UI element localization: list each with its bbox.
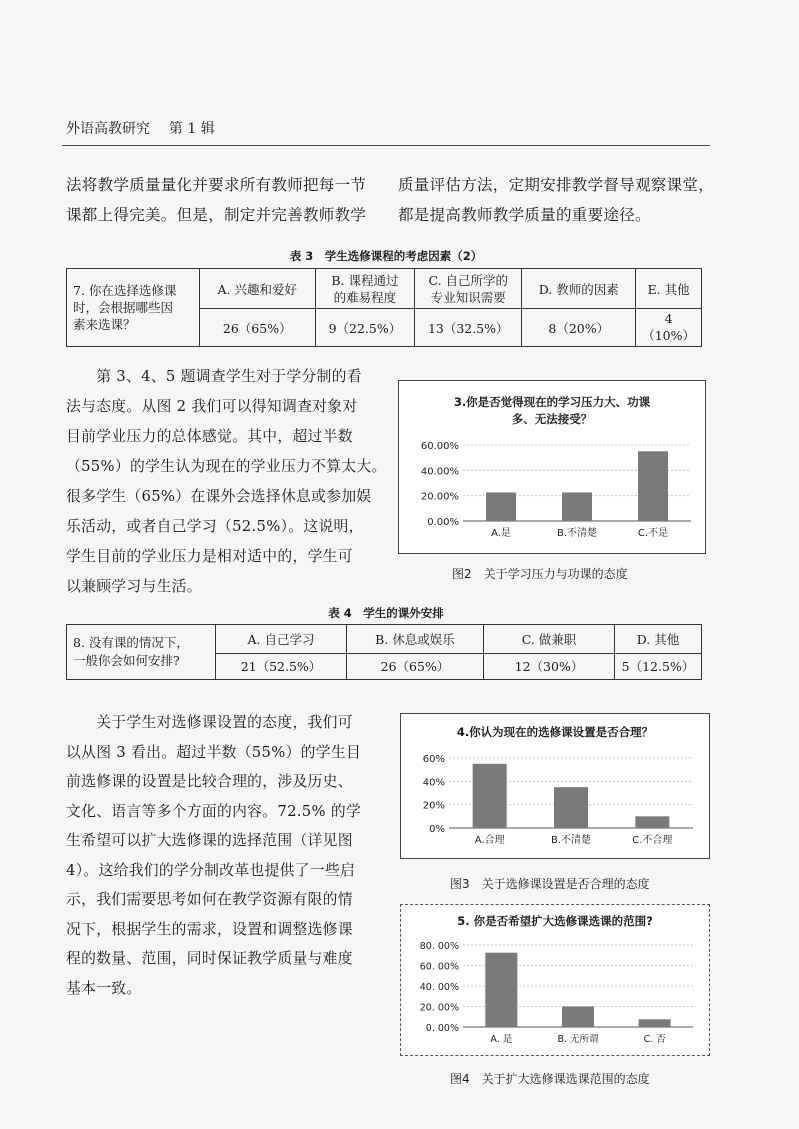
text-line: 文化、语言等多个方面的内容。72.5% 的学 <box>66 802 362 820</box>
text-line: 课都上得完美。但是，制定并完善教师教学 <box>66 206 367 224</box>
text-line: 关于学生对选修课设置的态度，我们可 <box>66 714 353 731</box>
y-tick-label: 40. 00% <box>419 982 459 993</box>
bar <box>485 953 517 1027</box>
table4 <box>66 624 702 680</box>
y-tick-label: 0.00% <box>427 517 459 528</box>
text-line: 前选修课的设置是比较合理的，涉及历史、 <box>66 773 353 790</box>
bar <box>562 1007 594 1028</box>
top-left-paragraph <box>66 170 366 230</box>
y-tick-label: 60.00% <box>420 441 459 452</box>
text-line: （55%）的学生认为现在的学业压力不算太大。 <box>66 458 387 475</box>
table-cell: B. 课程通过 的难易程度 <box>315 269 415 309</box>
text-line: 法与态度。从图 2 我们可以得知调查对象对 <box>66 398 358 415</box>
text-line: 质量评估方法，定期安排教学督导观察课堂， <box>398 176 715 194</box>
x-tick-label: C.不是 <box>637 528 669 539</box>
table-cell: 13（32.5%） <box>415 309 522 347</box>
table-cell: D. 其他 <box>615 625 702 654</box>
y-tick-label: 0% <box>429 824 445 835</box>
y-tick-label: 20. 00% <box>419 1002 459 1014</box>
table-cell: 5（12.5%） <box>615 653 702 679</box>
text-line: 时，会根据哪些因 <box>73 300 174 315</box>
figure-3-caption: 图3 关于选修课设置是否合理的态度 <box>450 877 650 891</box>
text-line: 示，我们需要思考如何在教学资源有限的情 <box>66 891 353 908</box>
table-cell: 12（30%） <box>484 653 615 679</box>
x-tick-label: C. 否 <box>643 1034 666 1045</box>
text-line: 学生目前的学业压力是相对适中的，学生可 <box>66 548 353 565</box>
text-line: 况下，根据学生的需求，设置和调整选修课 <box>66 920 353 938</box>
text-line: 一般你会如何安排? <box>73 653 180 668</box>
text-line: 基本一致。 <box>66 979 142 997</box>
table-row <box>67 625 702 654</box>
bar <box>562 493 592 522</box>
table-cell: 9（22.5%） <box>315 309 415 347</box>
text-line: 目前学业压力的总体感觉。其中，超过半数 <box>66 428 353 445</box>
chart-title: 3.你是否觉得现在的学习压力大、功课 多、无法接受？ <box>453 395 651 426</box>
table-row <box>67 269 702 309</box>
chart-title: 5. 你是否希望扩大选修课选课的范围? <box>457 914 653 928</box>
x-tick-label: C.不合理 <box>632 835 673 846</box>
x-tick-label: A.是 <box>491 528 511 539</box>
text-line: 乐活动，或者自己学习（52.5%）。这说明， <box>66 518 364 535</box>
table-cell: B. 休息或娱乐 <box>347 625 484 654</box>
table3-question <box>67 269 200 347</box>
bar <box>486 493 516 522</box>
y-tick-label: 20.00% <box>420 491 459 503</box>
x-tick-label: B.不清楚 <box>550 835 592 846</box>
table-cell: C. 做兼职 <box>484 625 615 654</box>
y-tick-label: 60% <box>422 754 445 765</box>
text-line: 7. 你在选择选修课 <box>73 283 177 298</box>
table-cell: E. 其他 <box>636 269 702 309</box>
text-line: 都是提高教师教学质量的重要途径。 <box>398 206 651 224</box>
table-cell: A. 自己学习 <box>216 625 347 654</box>
bar <box>554 787 588 828</box>
text-line: 程的数量、范围，同时保证教学质量与难度 <box>66 950 353 967</box>
text-line: 以兼顾学习与生活。 <box>66 578 202 595</box>
text-line: 很多学生（65%）在课外会选择休息或参加娱 <box>66 488 372 505</box>
lower-paragraph <box>66 708 361 1003</box>
text-line: 法将教学质量量化并要求所有教师把每一节 <box>66 176 367 194</box>
y-tick-label: 20% <box>422 800 445 812</box>
text-line: 第 3、4、5 题调查学生对于学分制的看 <box>66 368 362 385</box>
bar <box>635 816 669 828</box>
journal-name: 外语高教研究 <box>66 121 150 137</box>
table-cell: 26（65%） <box>347 653 484 679</box>
issue-number: 第 1 辑 <box>168 121 215 137</box>
table3 <box>66 268 702 347</box>
y-tick-label: 0. 00% <box>425 1023 459 1034</box>
figure-4-caption: 图4 关于扩大选修课选课范围的态度 <box>450 1072 650 1086</box>
top-right-paragraph <box>398 170 714 230</box>
x-tick-label: A.合理 <box>474 835 505 846</box>
table-cell: 8（20%） <box>522 309 636 347</box>
table-cell: A. 兴趣和爱好 <box>199 269 315 309</box>
text-line: 以从图 3 看出。超过半数（55%）的学生目 <box>66 743 362 761</box>
y-tick-label: 40% <box>422 777 445 789</box>
text-line: 生希望可以扩大选修课的选择范围（详见图 <box>66 832 353 849</box>
table-cell: 4（10%） <box>636 309 702 347</box>
x-tick-label: A. 是 <box>490 1034 513 1045</box>
chart-title: 4.你认为现在的选修课设置是否合理？ <box>456 725 654 739</box>
bar <box>638 451 668 521</box>
running-header <box>66 118 215 138</box>
y-tick-label: 40.00% <box>420 466 459 478</box>
figure-2-caption: 图2 关于学习压力与功课的态度 <box>452 567 628 581</box>
mid-paragraph <box>66 362 387 602</box>
bar <box>473 764 507 828</box>
table-cell: 21（52.5%） <box>216 653 347 679</box>
table3-caption: 表 3 学生选修课程的考虑因素（2） <box>289 249 483 263</box>
x-tick-label: B.不清楚 <box>556 528 598 539</box>
text-line: 8. 没有课的情况下， <box>73 635 189 650</box>
table-cell: 26（65%） <box>199 309 315 347</box>
table4-caption: 表 4 学生的课外安排 <box>328 606 444 620</box>
y-tick-label: 60. 00% <box>419 961 459 973</box>
chart-plot <box>401 931 709 1055</box>
header-rule <box>62 145 710 146</box>
figure-3-chart <box>400 713 710 859</box>
chart-plot <box>401 746 709 858</box>
bar <box>639 1019 671 1027</box>
y-tick-label: 80. 00% <box>419 941 459 952</box>
table-cell: D. 教师的因素 <box>522 269 636 309</box>
table4-question <box>67 625 216 680</box>
x-tick-label: B. 无所谓 <box>557 1034 599 1045</box>
figure-4-chart <box>400 904 710 1056</box>
table-cell: C. 自己所学的 专业知识需要 <box>415 269 522 309</box>
figure-2-chart <box>398 380 706 554</box>
text-line: 4）。这给我们的学分制改革也提供了一些启 <box>66 861 356 879</box>
text-line: 素来选课？ <box>73 317 136 332</box>
chart-plot <box>399 431 705 551</box>
